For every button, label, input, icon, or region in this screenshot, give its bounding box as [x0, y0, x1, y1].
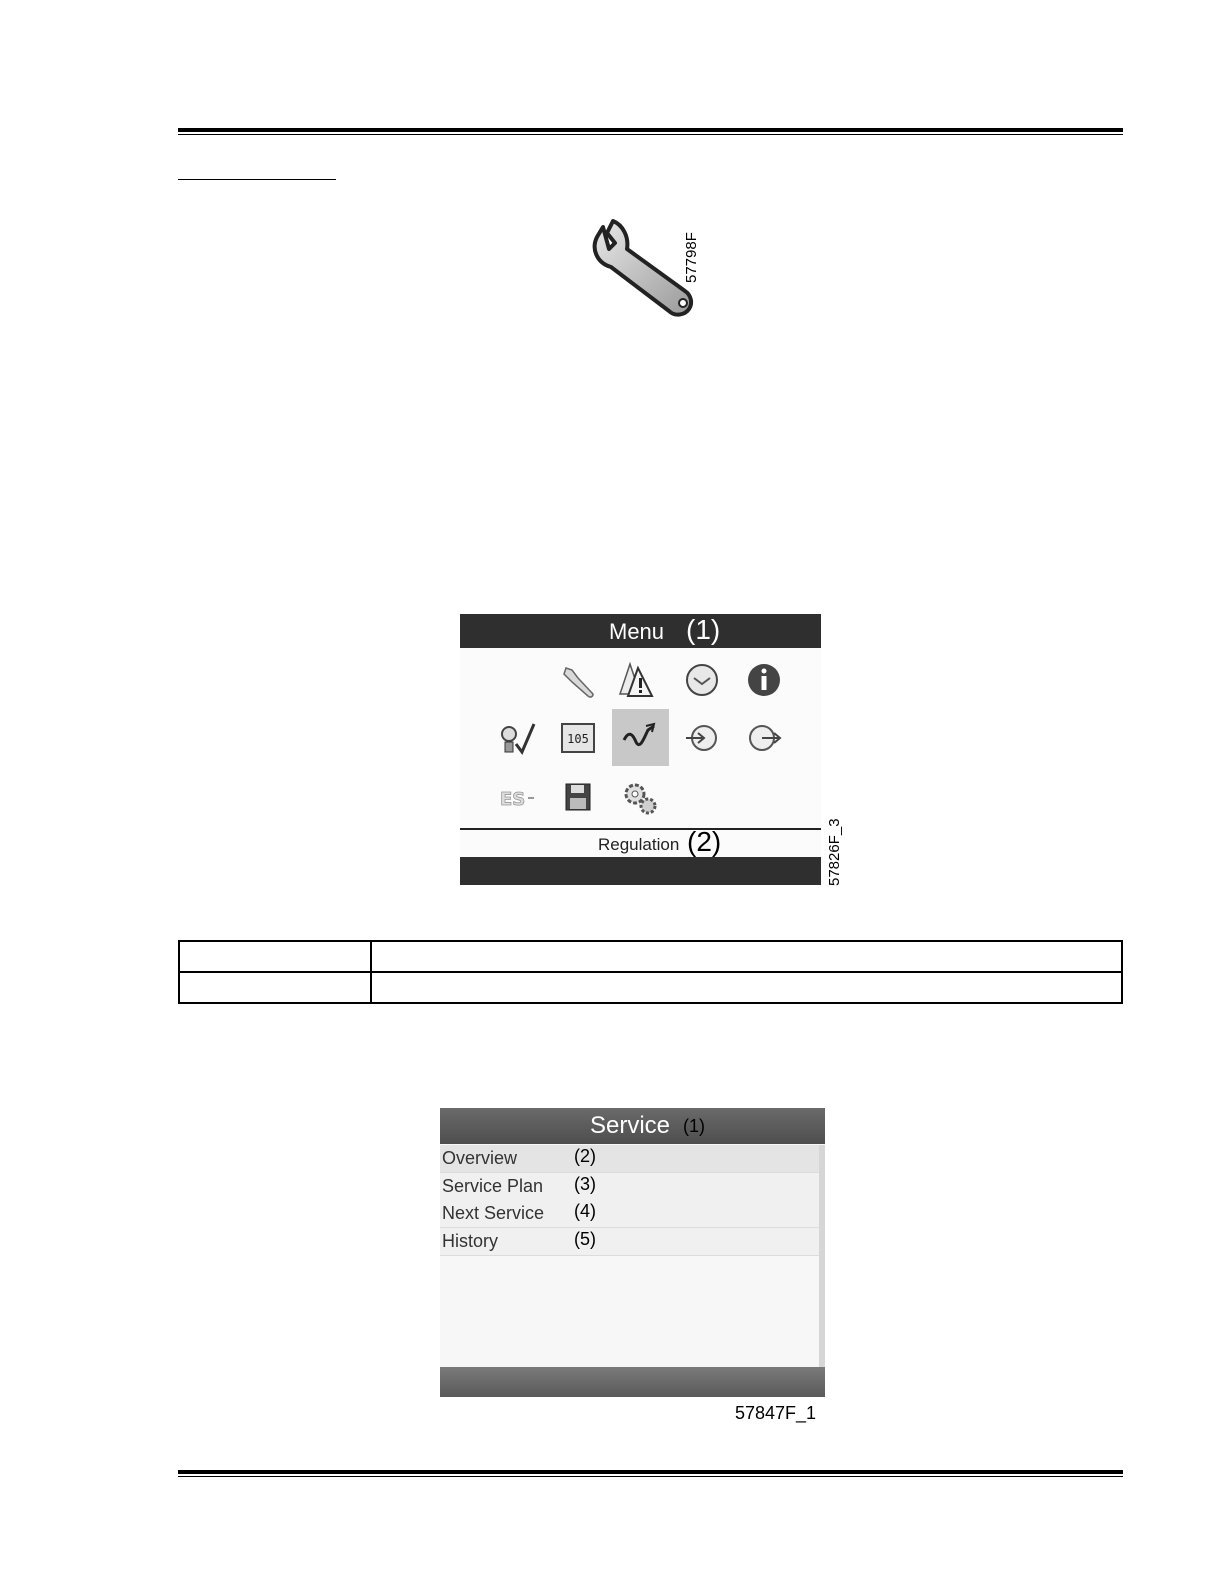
- legend-table: [178, 940, 1123, 1004]
- service-item-next-service[interactable]: [440, 1200, 820, 1228]
- es-icon[interactable]: [496, 778, 536, 818]
- bottom-page-rule: [178, 1470, 1123, 1477]
- menu-footer: [460, 857, 821, 885]
- menu-screen: [460, 614, 821, 885]
- service-screen: [440, 1108, 825, 1397]
- save-icon[interactable]: [558, 778, 598, 818]
- table-cell: [371, 972, 1122, 1003]
- settings-icon[interactable]: [620, 778, 660, 818]
- warning-icon[interactable]: [618, 660, 658, 700]
- table-cell: [179, 972, 371, 1003]
- service-title: Service: [590, 1112, 671, 1139]
- service-title-callout: (1): [683, 1116, 705, 1136]
- service-item-label: Service Plan: [442, 1176, 544, 1196]
- top-page-rule: [178, 128, 1123, 135]
- selected-item-label: Regulation: [598, 835, 680, 854]
- service-item-callout: (5): [574, 1229, 596, 1249]
- service-header: [440, 1108, 825, 1144]
- table-cell: [371, 941, 1122, 972]
- service-footer: [440, 1367, 825, 1397]
- menu-figure-code: 57826F_3: [826, 818, 843, 886]
- regulation-icon[interactable]: [620, 718, 660, 758]
- counter-icon[interactable]: [558, 718, 598, 758]
- table-row: [179, 941, 1122, 972]
- menu-divider: [460, 828, 821, 830]
- output-icon[interactable]: [744, 718, 784, 758]
- svg-text:ES: ES: [500, 789, 526, 810]
- service-scrollbar[interactable]: [819, 1145, 825, 1367]
- service-item-callout: (2): [574, 1146, 596, 1166]
- service-item-label: Next Service: [442, 1203, 545, 1223]
- menu-title: Menu: [609, 619, 665, 644]
- info-icon[interactable]: [744, 660, 784, 700]
- service-item-history[interactable]: [440, 1228, 820, 1256]
- service-item-service-plan[interactable]: [440, 1173, 820, 1201]
- menu-title-callout: (1): [686, 614, 721, 645]
- svg-text:105: 105: [567, 732, 589, 746]
- wrench-icon[interactable]: [558, 662, 598, 702]
- check-icon[interactable]: [496, 718, 536, 758]
- input-icon[interactable]: [682, 718, 722, 758]
- selected-item-callout: (2): [687, 826, 722, 857]
- wrench-figure-code: 57798F: [683, 232, 700, 283]
- service-item-overview[interactable]: [440, 1145, 820, 1173]
- service-item-callout: (3): [574, 1174, 596, 1194]
- table-row: [179, 972, 1122, 1003]
- service-figure-code: 57847F_1: [735, 1403, 817, 1423]
- clock-icon[interactable]: [682, 660, 722, 700]
- service-item-callout: (4): [574, 1201, 596, 1221]
- service-item-label: Overview: [442, 1148, 518, 1168]
- section-heading-underline: [178, 179, 336, 180]
- service-item-label: History: [442, 1231, 499, 1251]
- table-cell: [179, 941, 371, 972]
- menu-header: [460, 614, 821, 648]
